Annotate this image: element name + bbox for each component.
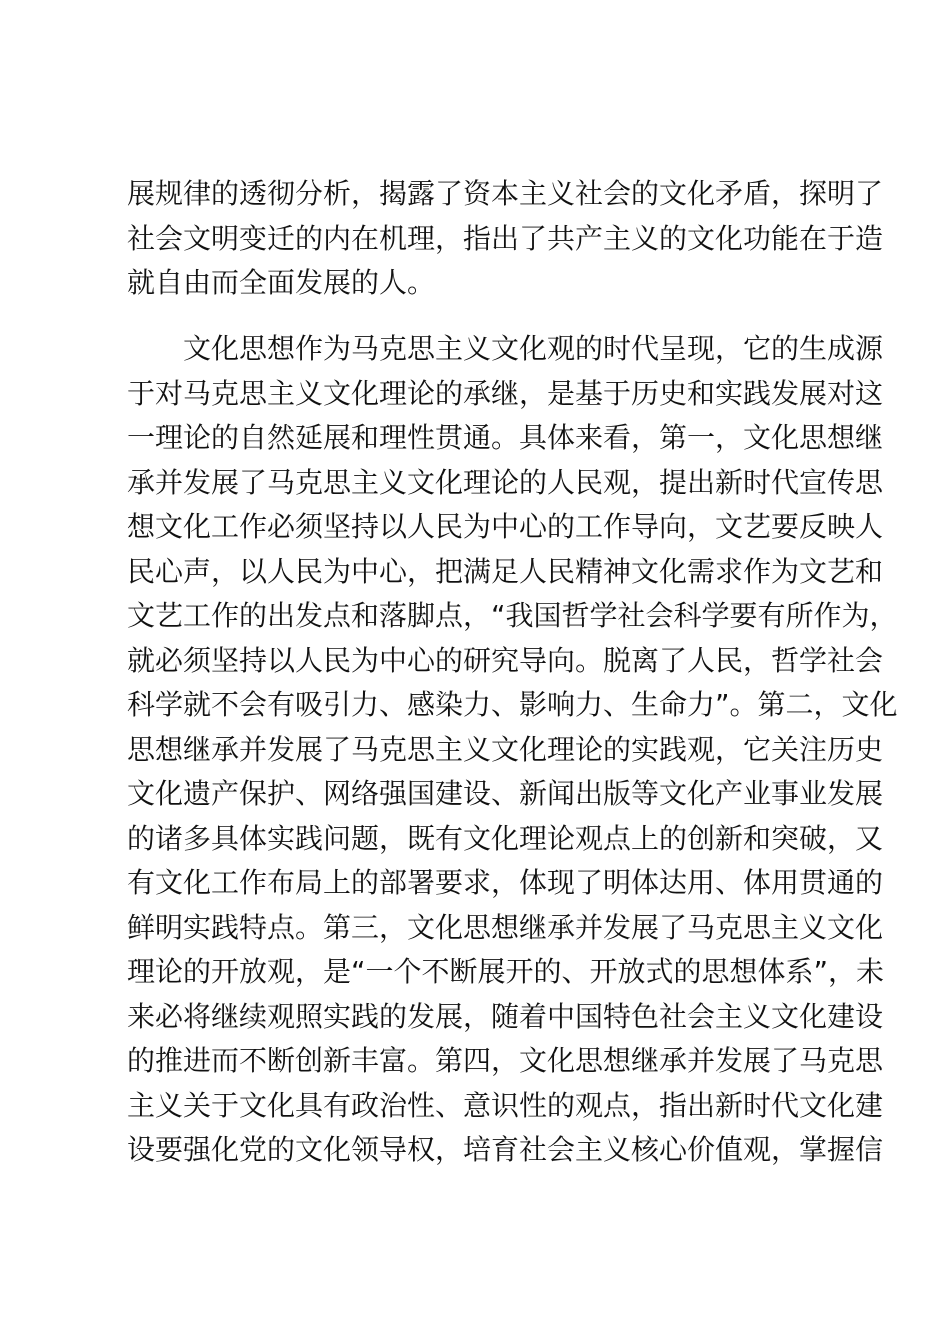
text-line: 文艺工作的出发点和落脚点，“我国哲学社会科学要有所作为，: [127, 599, 898, 632]
text-line: 于对马克思主义文化理论的承继，是基于历史和实践发展对这: [127, 377, 884, 410]
text-line: 就必须坚持以人民为中心的研究导向。脱离了人民，哲学社会: [127, 644, 884, 677]
text-line: 设要强化党的文化领导权，培育社会主义核心价值观，掌握信: [127, 1133, 884, 1166]
text-line: 文化遗产保护、网络强国建设、新闻出版等文化产业事业发展: [127, 777, 884, 810]
text-line: 思想继承并发展了马克思主义文化理论的实践观，它关注历史: [127, 733, 884, 766]
text-line: 承并发展了马克思主义文化理论的人民观，提出新时代宣传思: [127, 466, 884, 499]
text-line: 的推进而不断创新丰富。第四，文化思想继承并发展了马克思: [127, 1044, 884, 1077]
text-line: 民心声，以人民为中心，把满足人民精神文化需求作为文艺和: [127, 555, 884, 588]
text-line: 文化思想作为马克思主义文化观的时代呈现，它的生成源: [183, 332, 884, 365]
text-line: 想文化工作必须坚持以人民为中心的工作导向，文艺要反映人: [127, 510, 884, 543]
text-line: 鲜明实践特点。第三，文化思想继承并发展了马克思主义文化: [127, 911, 884, 944]
text-line: 社会文明变迁的内在机理，指出了共产主义的文化功能在于造: [127, 222, 884, 255]
text-line: 展规律的透彻分析，揭露了资本主义社会的文化矛盾，探明了: [127, 177, 884, 210]
text-line: 理论的开放观，是“一个不断展开的、开放式的思想体系”，未: [127, 955, 885, 988]
text-line: 主义关于文化具有政治性、意识性的观点，指出新时代文化建: [127, 1089, 884, 1122]
text-line: 一理论的自然延展和理性贯通。具体来看，第一，文化思想继: [127, 421, 884, 454]
text-line: 有文化工作布局上的部署要求，体现了明体达用、体用贯通的: [127, 866, 884, 899]
text-line: 科学就不会有吸引力、感染力、影响力、生命力”。第二，文化: [127, 688, 898, 721]
text-line: 来必将继续观照实践的发展，随着中国特色社会主义文化建设: [127, 1000, 884, 1033]
text-line: 的诸多具体实践问题，既有文化理论观点上的创新和突破，又: [127, 822, 884, 855]
text-line: 就自由而全面发展的人。: [127, 266, 436, 299]
